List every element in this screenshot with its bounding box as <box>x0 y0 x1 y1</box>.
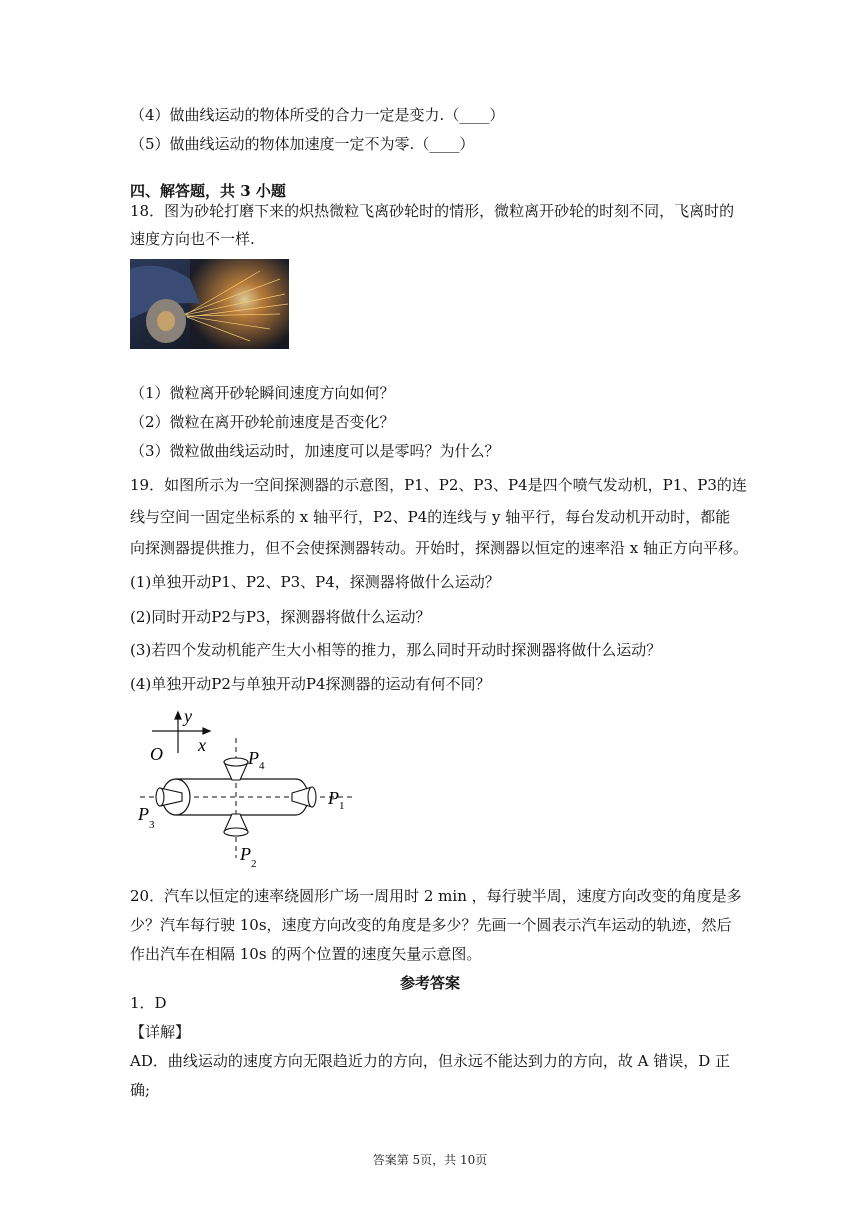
axis-y-label: y <box>184 708 192 726</box>
label-p4: $P_4$ <box>248 748 265 772</box>
q18-sub2: （2）微粒在离开砂轮前速度是否变化？ <box>130 413 395 431</box>
q19-sub1: (1)单独开动P1、P2、P3、P4，探测器将做什么运动？ <box>130 573 500 591</box>
nozzle-p2 <box>224 814 248 836</box>
origin-label: O <box>150 744 163 764</box>
nozzle-p1 <box>292 787 316 807</box>
q20-line2: 少？汽车每行驶 10s，速度方向改变的角度是多少？先画一个圆表示汽车运动的轨迹，然后 <box>130 916 732 934</box>
page-footer: 答案第 5页，共 10页 <box>372 1153 488 1167</box>
label-p3: $P_3$ <box>138 804 155 831</box>
answer-1: 1．D <box>130 994 167 1012</box>
judge-item-4: （4）做曲线运动的物体所受的合力一定是变力.（____） <box>130 106 505 124</box>
q19-sub3: (3)若四个发动机能产生大小相等的推力，那么同时开动时探测器将做什么运动？ <box>130 641 662 659</box>
answer-ad-line2: 确; <box>130 1081 151 1099</box>
q18-stem-line2: 速度方向也不一样. <box>130 230 255 248</box>
q20-line3: 作出汽车在相隔 10s 的两个位置的速度矢量示意图。 <box>130 945 482 963</box>
space-probe-diagram <box>132 708 362 878</box>
axis-x-label: x <box>198 735 206 755</box>
q18-sub1: （1）微粒离开砂轮瞬间速度方向如何？ <box>130 384 395 402</box>
q19-sub4: (4)单独开动P2与单独开动P4探测器的运动有何不同？ <box>130 675 491 693</box>
q19-sub2: (2)同时开动P2与P3，探测器将做什么运动？ <box>130 608 431 626</box>
q18-sub3: （3）微粒做曲线运动时，加速度可以是零吗？为什么？ <box>130 442 500 460</box>
q19-line1: 19．如图所示为一空间探测器的示意图，P1、P2、P3、P4是四个喷气发动机，P1、P3的连 <box>130 476 747 494</box>
detail-label: 【详解】 <box>130 1023 191 1041</box>
answer-ad-line1: AD．曲线运动的速度方向无限趋近力的方向，但永远不能达到力的方向，故 A 错误，D 正 <box>130 1052 731 1070</box>
grinding-wheel-photo <box>130 259 289 349</box>
label-p1: $P_1$ <box>328 788 345 812</box>
answers-title: 参考答案 <box>399 974 460 992</box>
nozzle-p4 <box>224 758 248 780</box>
judge-item-5: （5）做曲线运动的物体加速度一定不为零.（____） <box>130 135 475 153</box>
label-p2: $P_2$ <box>240 844 257 870</box>
q19-line2: 线与空间一固定坐标系的 x 轴平行，P2、P4的连线与 y 轴平行，每台发动机开动时，都能 <box>130 508 731 526</box>
section-title: 四、解答题，共 3 小题 <box>130 182 286 200</box>
q19-line3: 向探测器提供推力，但不会使探测器转动。开始时，探测器以恒定的速率沿 x 轴正方向平移。 <box>130 539 748 557</box>
q20-line1: 20．汽车以恒定的速率绕圆形广场一周用时 2 min ，每行驶半周，速度方向改变的角度是多 <box>130 887 742 905</box>
q18-stem-line1: 18．图为砂轮打磨下来的炽热微粒飞离砂轮时的情形，微粒离开砂轮的时刻不同，飞离时的 <box>130 202 735 220</box>
